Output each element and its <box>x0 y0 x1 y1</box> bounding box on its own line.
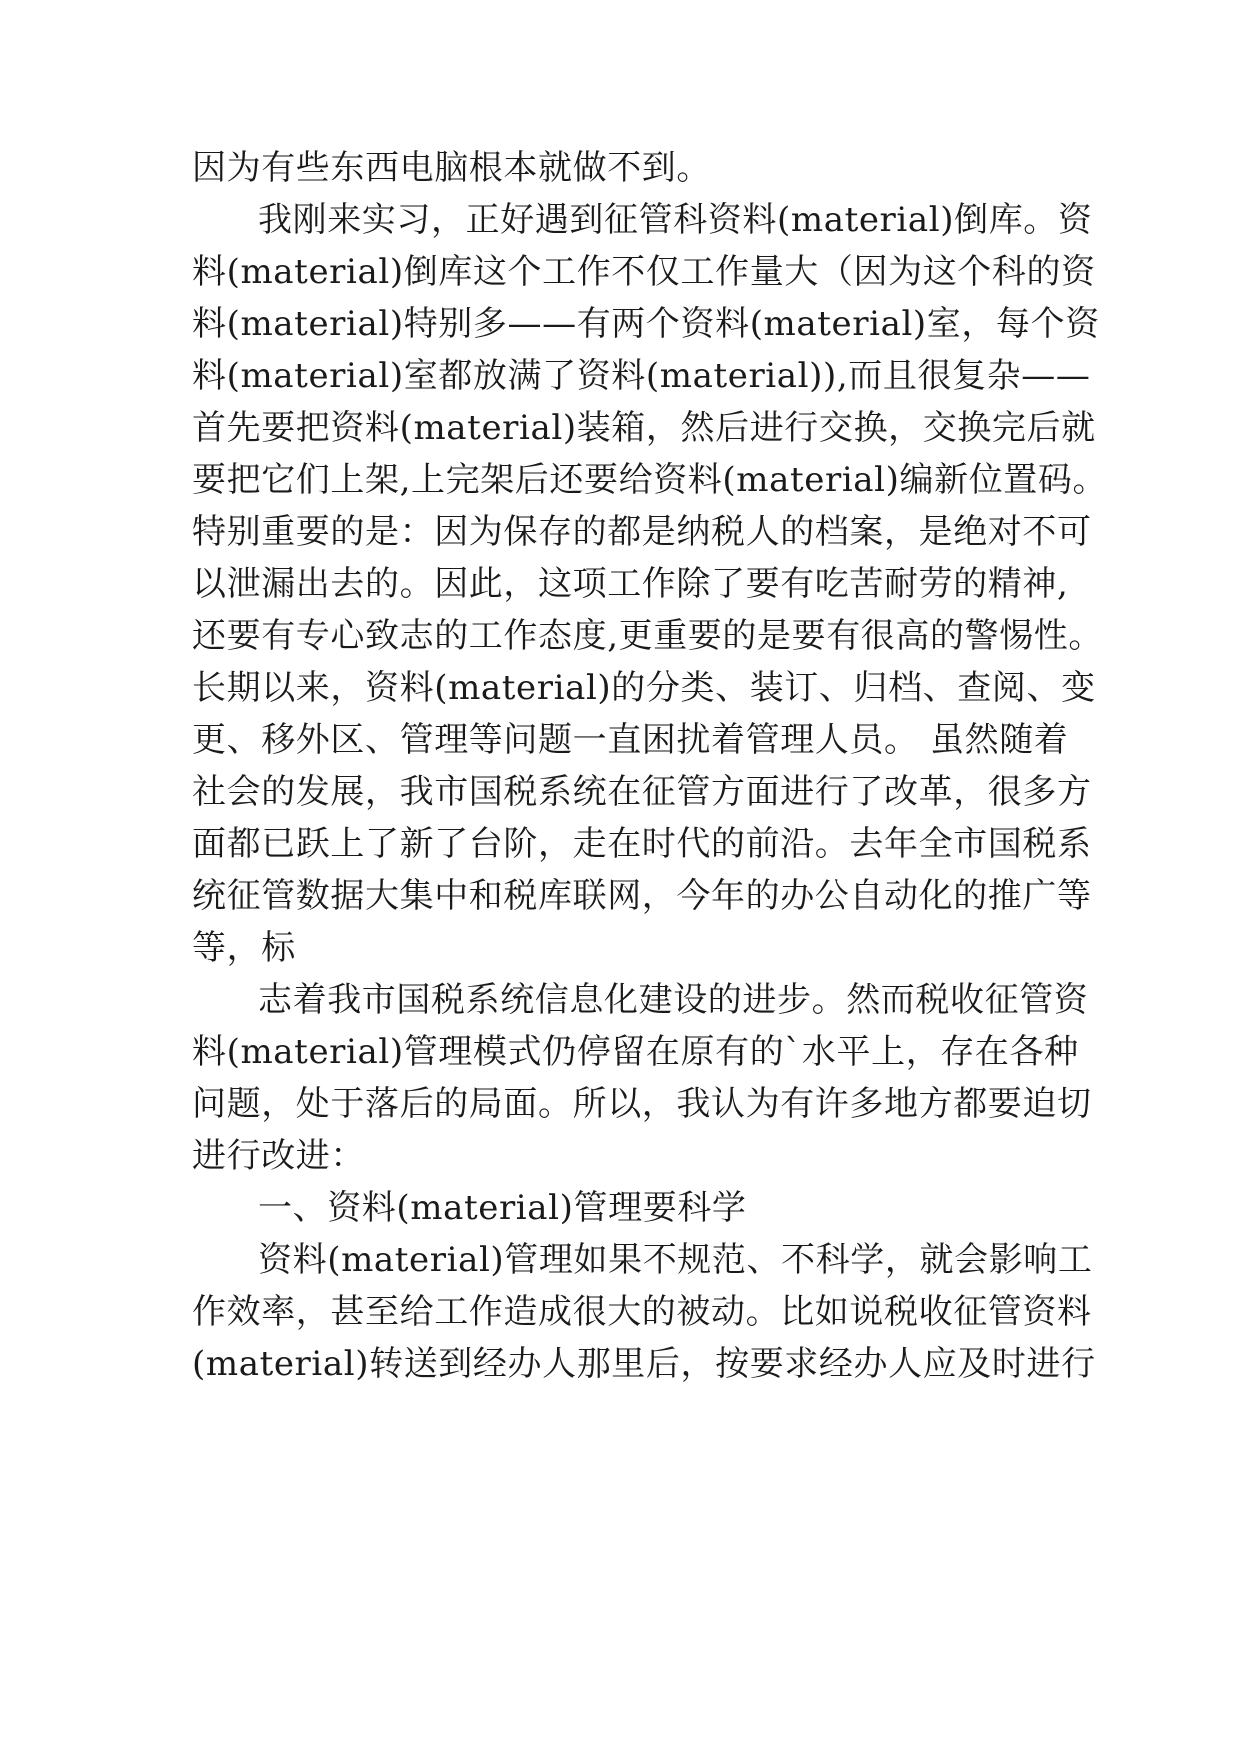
text-line: (material)转送到经办人那里后，按要求经办人应及时进行 <box>192 1344 1096 1384</box>
text-line: 更、移外区、管理等问题一直困扰着管理人员。 虽然随着 <box>192 720 1069 760</box>
text-line: 料(material)室都放满了资料(material)),而且很复杂—— <box>192 356 1091 396</box>
text-line: 特别重要的是：因为保存的都是纳税人的档案，是绝对不可 <box>192 512 1092 552</box>
text-line: 首先要把资料(material)装箱，然后进行交换，交换完后就 <box>192 408 1096 448</box>
text-line: 面都已跃上了新了台阶，走在时代的前沿。去年全市国税系 <box>192 824 1092 864</box>
text-line: 还要有专心致志的工作态度,更重要的是要有很高的警惕性。 <box>192 616 1104 656</box>
text-line: 进行改进： <box>192 1136 365 1176</box>
text-line: 等，标 <box>192 928 296 968</box>
section-heading: 一、资料(material)管理要科学 <box>258 1188 747 1228</box>
text-line: 料(material)倒库这个工作不仅工作量大（因为这个科的资 <box>192 252 1096 292</box>
paragraph-first-line: 我刚来实习，正好遇到征管科资料(material)倒库。资 <box>258 200 1093 240</box>
text-line: 长期以来，资料(material)的分类、装订、归档、查阅、变 <box>192 668 1096 708</box>
paragraph-first-line: 资料(material)管理如果不规范、不科学，就会影响工 <box>258 1240 1093 1280</box>
text-line: 统征管数据大集中和税库联网，今年的办公自动化的推广等 <box>192 876 1092 916</box>
text-line: 因为有些东西电脑根本就做不到。 <box>192 148 711 188</box>
text-line: 社会的发展，我市国税系统在征管方面进行了改革，很多方 <box>192 772 1092 812</box>
text-line: 料(material)管理模式仍停留在原有的`水平上，存在各种 <box>192 1032 1079 1072</box>
text-line: 作效率，甚至给工作造成很大的被动。比如说税收征管资料 <box>192 1292 1092 1332</box>
paragraph-first-line: 志着我市国税系统信息化建设的进步。然而税收征管资 <box>258 980 1089 1020</box>
text-line: 要把它们上架,上完架后还要给资料(material)编新位置码。 <box>192 460 1108 500</box>
text-line: 以泄漏出去的。因此，这项工作除了要有吃苦耐劳的精神, <box>192 564 1069 604</box>
text-line: 问题，处于落后的局面。所以，我认为有许多地方都要迫切 <box>192 1084 1092 1124</box>
text-line: 料(material)特别多——有两个资料(material)室，每个资 <box>192 304 1100 344</box>
